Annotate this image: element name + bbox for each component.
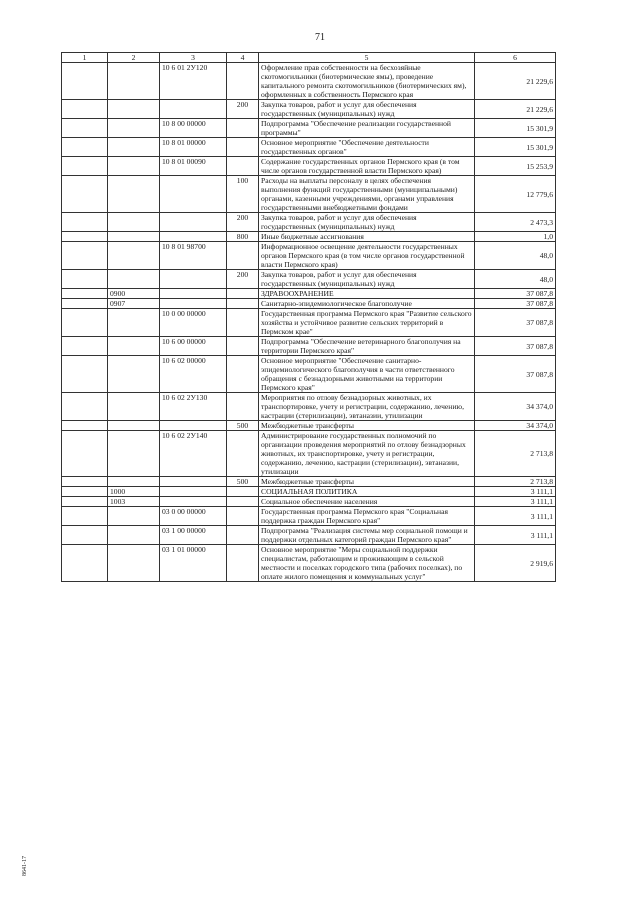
expense-type-code [227, 545, 259, 582]
amount: 21 229,6 [475, 100, 556, 119]
expense-type-code: 100 [227, 176, 259, 213]
target-code [160, 421, 227, 431]
amount: 37 087,8 [475, 299, 556, 309]
section-code [108, 63, 160, 100]
target-code [160, 497, 227, 507]
expense-type-code [227, 289, 259, 299]
expense-type-code [227, 119, 259, 138]
row-col-1 [62, 289, 108, 299]
row-col-1 [62, 526, 108, 545]
target-code: 10 8 00 00000 [160, 119, 227, 138]
row-col-1 [62, 63, 108, 100]
expense-type-code [227, 337, 259, 356]
item-description: Подпрограмма "Обеспечение реализации государственной программы" [259, 119, 475, 138]
amount: 2 713,8 [475, 431, 556, 477]
amount: 2 919,6 [475, 545, 556, 582]
table-row [62, 431, 556, 477]
table-header-row [62, 53, 556, 63]
item-description: ЗДРАВООХРАНЕНИЕ [259, 289, 475, 299]
row-col-1 [62, 157, 108, 176]
target-code: 10 6 00 00000 [160, 337, 227, 356]
table-row [62, 309, 556, 337]
target-code [160, 477, 227, 487]
row-col-1 [62, 431, 108, 477]
amount: 34 374,0 [475, 393, 556, 421]
row-col-1 [62, 232, 108, 242]
item-description: Информационное освещение деятельности государственных органов Пермского края (в том числе органов государственной власти Пермского края) [259, 242, 475, 270]
expense-type-code [227, 393, 259, 421]
expense-type-code [227, 526, 259, 545]
row-col-1 [62, 176, 108, 213]
amount: 3 111,1 [475, 526, 556, 545]
target-code: 10 6 02 2У130 [160, 393, 227, 421]
target-code: 10 0 00 00000 [160, 309, 227, 337]
item-description: Оформление прав собственности на бесхозяйные скотомогильники (биотермические ямы), проведение капитального ремонта скотомогильников (биотермических ям), оформленных в собственность Пермского края [259, 63, 475, 100]
row-col-1 [62, 138, 108, 157]
item-description: Содержание государственных органов Пермского края (в том числе органов государственной власти Пермского края) [259, 157, 475, 176]
table-row [62, 232, 556, 242]
target-code: 10 8 01 00090 [160, 157, 227, 176]
section-code [108, 119, 160, 138]
item-description: Мероприятия по отлову безнадзорных животных, их транспортировке, учету и регистрации, содержанию, лечению, кастрации (стерилизации), эвтаназии, утилизации [259, 393, 475, 421]
row-col-1 [62, 421, 108, 431]
item-description: Подпрограмма "Реализация системы мер социальной помощи и поддержки отдельных категорий граждан Пермского края" [259, 526, 475, 545]
item-description: Основное мероприятие "Обеспечение деятельности государственных органов" [259, 138, 475, 157]
section-code [108, 176, 160, 213]
table-row [62, 176, 556, 213]
row-col-1 [62, 497, 108, 507]
item-description: Подпрограмма "Обеспечение ветеринарного благополучия на территории Пермского края" [259, 337, 475, 356]
expense-type-code [227, 157, 259, 176]
table-row [62, 138, 556, 157]
table-row [62, 289, 556, 299]
row-col-1 [62, 545, 108, 582]
header-col-5: 5 [259, 53, 475, 63]
expense-type-code: 500 [227, 421, 259, 431]
expense-type-code [227, 431, 259, 477]
expense-type-code [227, 299, 259, 309]
expense-type-code: 800 [227, 232, 259, 242]
row-col-1 [62, 356, 108, 393]
item-description: СОЦИАЛЬНАЯ ПОЛИТИКА [259, 487, 475, 497]
item-description: Межбюджетные трансферты [259, 421, 475, 431]
amount: 2 473,3 [475, 213, 556, 232]
table-row [62, 100, 556, 119]
target-code [160, 213, 227, 232]
section-code [108, 270, 160, 289]
amount: 48,0 [475, 270, 556, 289]
row-col-1 [62, 487, 108, 497]
target-code: 10 8 01 98700 [160, 242, 227, 270]
expense-type-code [227, 497, 259, 507]
section-code [108, 138, 160, 157]
target-code [160, 270, 227, 289]
section-code: 0900 [108, 289, 160, 299]
item-description: Санитарно-эпидемиологическое благополучие [259, 299, 475, 309]
table-row [62, 497, 556, 507]
table-row [62, 421, 556, 431]
amount: 37 087,8 [475, 356, 556, 393]
row-col-1 [62, 299, 108, 309]
expense-type-code: 200 [227, 100, 259, 119]
target-code [160, 487, 227, 497]
expense-type-code [227, 487, 259, 497]
table-row [62, 545, 556, 582]
expense-type-code [227, 63, 259, 100]
table-row [62, 242, 556, 270]
table-row [62, 119, 556, 138]
footer-document-code: 8641-17 [22, 856, 28, 876]
amount: 15 301,9 [475, 138, 556, 157]
target-code: 10 6 02 2У140 [160, 431, 227, 477]
section-code [108, 545, 160, 582]
section-code [108, 309, 160, 337]
item-description: Закупка товаров, работ и услуг для обеспечения государственных (муниципальных) нужд [259, 270, 475, 289]
table-row [62, 477, 556, 487]
amount: 34 374,0 [475, 421, 556, 431]
table-row [62, 213, 556, 232]
row-col-1 [62, 337, 108, 356]
table-row [62, 157, 556, 176]
amount: 15 301,9 [475, 119, 556, 138]
row-col-1 [62, 100, 108, 119]
target-code [160, 299, 227, 309]
amount: 48,0 [475, 242, 556, 270]
section-code [108, 526, 160, 545]
row-col-1 [62, 393, 108, 421]
expense-type-code [227, 507, 259, 526]
section-code [108, 157, 160, 176]
target-code [160, 289, 227, 299]
expense-type-code: 500 [227, 477, 259, 487]
section-code [108, 232, 160, 242]
header-col-2: 2 [108, 53, 160, 63]
section-code [108, 100, 160, 119]
expense-type-code: 200 [227, 213, 259, 232]
amount: 37 087,8 [475, 289, 556, 299]
expense-type-code [227, 356, 259, 393]
amount: 3 111,1 [475, 507, 556, 526]
header-col-6: 6 [475, 53, 556, 63]
section-code [108, 337, 160, 356]
row-col-1 [62, 507, 108, 526]
table-body [62, 53, 556, 582]
target-code [160, 100, 227, 119]
row-col-1 [62, 242, 108, 270]
section-code [108, 213, 160, 232]
section-code [108, 421, 160, 431]
table-row [62, 337, 556, 356]
row-col-1 [62, 309, 108, 337]
expense-type-code [227, 242, 259, 270]
table-row [62, 507, 556, 526]
amount: 15 253,9 [475, 157, 556, 176]
amount: 37 087,8 [475, 337, 556, 356]
amount: 3 111,1 [475, 497, 556, 507]
target-code: 10 8 01 00000 [160, 138, 227, 157]
header-col-3: 3 [160, 53, 227, 63]
target-code: 03 1 00 00000 [160, 526, 227, 545]
header-col-4: 4 [227, 53, 259, 63]
expense-type-code [227, 138, 259, 157]
target-code: 10 6 02 00000 [160, 356, 227, 393]
item-description: Основное мероприятие "Обеспечение санитарно-эпидемиологического благополучия в части ответственного обращения с безнадзорными животными на территории Пермского края" [259, 356, 475, 393]
amount: 2 713,8 [475, 477, 556, 487]
row-col-1 [62, 213, 108, 232]
section-code [108, 477, 160, 487]
header-col-1: 1 [62, 53, 108, 63]
table-row [62, 63, 556, 100]
section-code: 0907 [108, 299, 160, 309]
target-code: 10 6 01 2У120 [160, 63, 227, 100]
item-description: Основное мероприятие "Меры социальной поддержки специалистам, работающим и проживающим в сельской местности и поселках городского типа (рабочих поселках), по оплате жилого помещения и коммунальных услуг" [259, 545, 475, 582]
item-description: Закупка товаров, работ и услуг для обеспечения государственных (муниципальных) нужд [259, 100, 475, 119]
expense-type-code [227, 309, 259, 337]
section-code: 1003 [108, 497, 160, 507]
section-code [108, 393, 160, 421]
section-code [108, 242, 160, 270]
item-description: Межбюджетные трансферты [259, 477, 475, 487]
section-code [108, 431, 160, 477]
section-code: 1000 [108, 487, 160, 497]
amount: 37 087,8 [475, 309, 556, 337]
table-row [62, 526, 556, 545]
expense-type-code: 200 [227, 270, 259, 289]
target-code: 03 0 00 00000 [160, 507, 227, 526]
section-code [108, 356, 160, 393]
item-description: Государственная программа Пермского края "Социальная поддержка граждан Пермского края" [259, 507, 475, 526]
target-code: 03 1 01 00000 [160, 545, 227, 582]
item-description: Расходы на выплаты персоналу в целях обеспечения выполнения функций государственными (муниципальными) органами, казенными учреждениями, органами управления государственными внебюджетными фондами [259, 176, 475, 213]
table-row [62, 356, 556, 393]
amount: 12 779,6 [475, 176, 556, 213]
item-description: Иные бюджетные ассигнования [259, 232, 475, 242]
item-description: Социальное обеспечение населения [259, 497, 475, 507]
section-code [108, 507, 160, 526]
page-number: 71 [315, 32, 325, 43]
amount: 3 111,1 [475, 487, 556, 497]
budget-table [61, 52, 556, 582]
row-col-1 [62, 119, 108, 138]
row-col-1 [62, 270, 108, 289]
target-code [160, 232, 227, 242]
amount: 21 229,6 [475, 63, 556, 100]
amount: 1,0 [475, 232, 556, 242]
row-col-1 [62, 477, 108, 487]
item-description: Закупка товаров, работ и услуг для обеспечения государственных (муниципальных) нужд [259, 213, 475, 232]
table-row [62, 299, 556, 309]
item-description: Администрирование государственных полномочий по организации проведения мероприятий по отлову безнадзорных животных, их транспортировке, учету и регистрации, содержанию, лечению, кастрации (стерилизации), эвтаназии, утилизации [259, 431, 475, 477]
table-row [62, 270, 556, 289]
target-code [160, 176, 227, 213]
item-description: Государственная программа Пермского края "Развитие сельского хозяйства и устойчивое развитие сельских территорий в Пермском крае" [259, 309, 475, 337]
table-row [62, 487, 556, 497]
table-row [62, 393, 556, 421]
